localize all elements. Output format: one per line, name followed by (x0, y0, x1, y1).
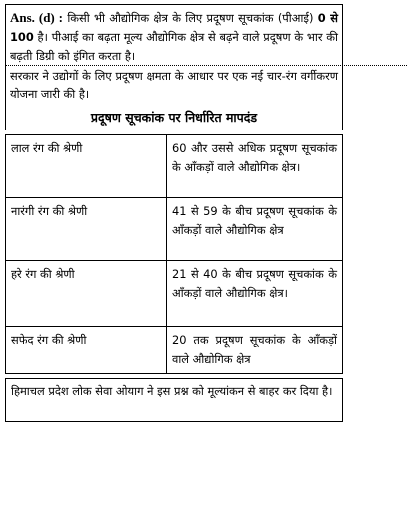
criteria-cell: 41 से 59 के बीच प्रदूषण सूचकांक के आँकड़ों वाले औद्योगिक क्षेत्र (167, 198, 343, 261)
table-row (6, 261, 343, 327)
answer-range: 0 से 100 (10, 11, 338, 44)
intro-text: सरकार ने उद्योगों के लिए प्रदूषण क्षमता के आधार पर एक नई चार-रंग वर्गीकरण योजना जारी की है। (10, 69, 338, 101)
criteria-cell: 20 तक प्रदूषण सूचकांक के आँकड़ों वाले औद्योगिक क्षेत्र (167, 327, 343, 374)
answer-text-1: किसी भी औद्योगिक क्षेत्र के लिए प्रदूषण सूचकांक (पीआई) (63, 11, 318, 25)
answer-text-2: है। पीआई का बढ़ता मूल्य औद्योगिक क्षेत्र से बढ़ने वाले प्रदूषण के भार की बढ़ती डिग्री को इंगित करता है। (10, 30, 338, 63)
note-block (5, 378, 343, 422)
note-text: हिमाचल प्रदेश लोक सेवा ओयाग ने इस प्रश्न को मूल्यांकन से बाहर कर दिया है। (11, 384, 333, 398)
answer-tag: Ans. (d) : (10, 10, 64, 25)
answer-block (5, 4, 343, 65)
table-row (6, 135, 343, 198)
table-row (6, 327, 343, 374)
category-cell: लाल रंग की श्रेणी (6, 135, 167, 198)
category-cell: सफेद रंग की श्रेणी (6, 327, 167, 374)
intro-block (5, 66, 343, 130)
table-row (6, 198, 343, 261)
criteria-cell: 60 और उससे अधिक प्रदूषण सूचकांक के आँकड़ों वाले औद्योगिक क्षेत्र। (167, 135, 343, 198)
criteria-cell: 21 से 40 के बीच प्रदूषण सूचकांक के आँकड़ों वाले औद्योगिक क्षेत्र। (167, 261, 343, 327)
category-cell: नारंगी रंग की श्रेणी (6, 198, 167, 261)
category-cell: हरे रंग की श्रेणी (6, 261, 167, 327)
criteria-table (5, 134, 343, 374)
table-heading: प्रदूषण सूचकांक पर निर्धारित मापदंड (90, 110, 258, 125)
